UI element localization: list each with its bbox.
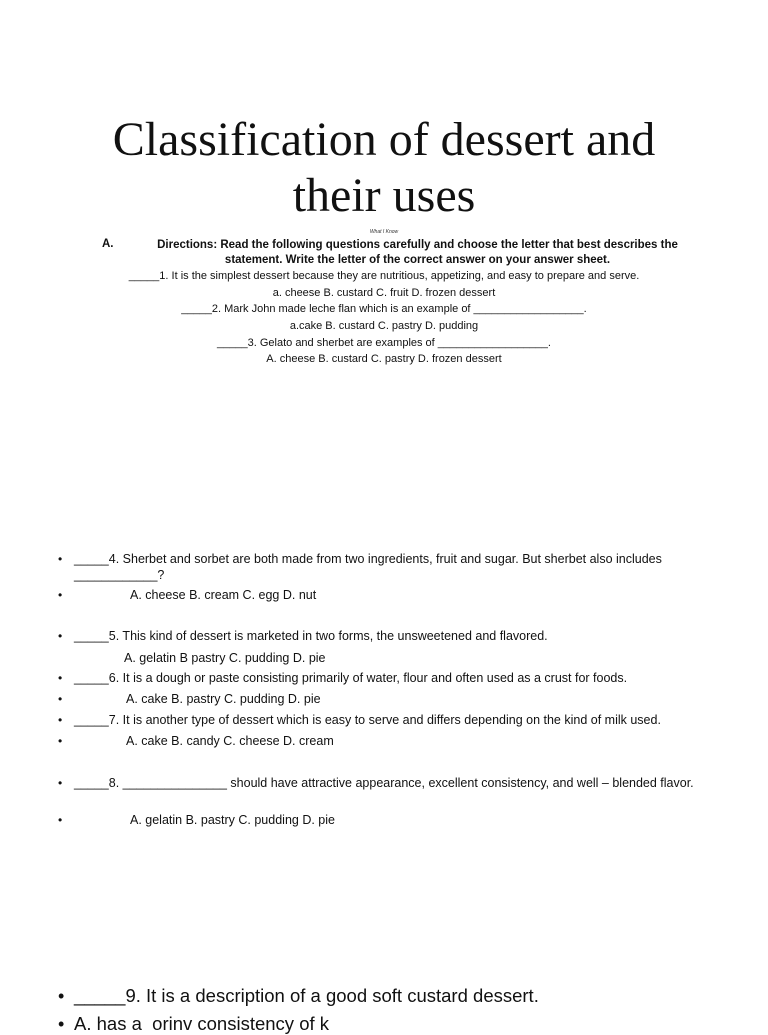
list-item — [58, 812, 718, 828]
question-8: _____8. _______________ should have attractive appearance, excellent consistency, and well – blended flavor. — [74, 776, 694, 790]
list-item — [58, 712, 718, 728]
list-item — [58, 650, 718, 666]
bullet-icon: • — [58, 588, 63, 602]
question-6: _____6. It is a dough or paste consisting primarily of water, flour and often used as a crust for foods. — [74, 671, 628, 685]
section-letter: A. — [102, 238, 114, 250]
choices-5: A. gelatin B pastry C. pudding D. pie — [124, 651, 326, 665]
choices-8: A. gelatin B. pastry C. pudding D. pie — [130, 813, 335, 827]
question-9: _____9. It is a description of a good soft custard dessert. — [74, 985, 539, 1006]
directions: Directions: Read the following questions carefully and choose the letter that best describes the statement. Write the letter of the correct answer on your answer sheet. — [157, 239, 678, 266]
choices-9-partial: A. has a orinv consistency of k — [74, 1013, 330, 1034]
list-item — [58, 587, 718, 603]
bullet-icon: • — [58, 713, 63, 727]
bullet-icon: • — [58, 1014, 65, 1034]
list-item — [58, 1013, 718, 1035]
title-line-1: Classification of dessert and — [112, 113, 656, 166]
bullet-icon: • — [58, 629, 63, 643]
question-7: _____7. It is another type of dessert which is easy to serve and differs depending on the kind of milk used. — [74, 713, 661, 727]
subheading: What I Know — [369, 229, 399, 235]
question-5: _____5. This kind of dessert is marketed in two forms, the unsweetened and flavored. — [74, 629, 548, 643]
list-item — [58, 985, 718, 1007]
choices-6: A. cake B. pastry C. pudding D. pie — [126, 692, 321, 706]
list-item — [58, 670, 718, 686]
bullet-icon: • — [58, 986, 65, 1006]
list-item — [58, 733, 718, 749]
question-3: _____3. Gelato and sherbet are examples of __________________. — [217, 337, 551, 349]
bullet-icon: • — [58, 813, 63, 827]
title-line-2: their uses — [292, 169, 476, 222]
list-item — [58, 628, 718, 644]
question-4: _____4. Sherbet and sorbet are both made from two ingredients, fruit and sugar. But sherbet also includes ____________? — [74, 552, 666, 582]
bullet-icon: • — [58, 776, 63, 790]
choices-7: A. cake B. candy C. cheese D. cream — [126, 734, 334, 748]
choices-1: a. cheese B. custard C. fruit D. frozen dessert — [272, 287, 496, 299]
question-2: _____2. Mark John made leche flan which is an example of __________________. — [181, 303, 587, 315]
bullet-icon: • — [58, 552, 63, 566]
bullet-icon: • — [58, 692, 63, 706]
question-1: _____1. It is the simplest dessert because they are nutritious, appetizing, and easy to prepare and serve. — [128, 270, 640, 282]
choices-2: a.cake B. custard C. pastry D. pudding — [289, 320, 479, 332]
bullet-icon: • — [58, 671, 63, 685]
list-item — [58, 551, 718, 583]
bullet-icon: • — [58, 734, 63, 748]
list-item — [58, 775, 718, 791]
page-title — [0, 112, 768, 224]
choices-3: A. cheese B. custard C. pastry D. frozen dessert — [266, 353, 502, 365]
list-item — [58, 691, 718, 707]
choices-4: A. cheese B. cream C. egg D. nut — [130, 588, 317, 602]
